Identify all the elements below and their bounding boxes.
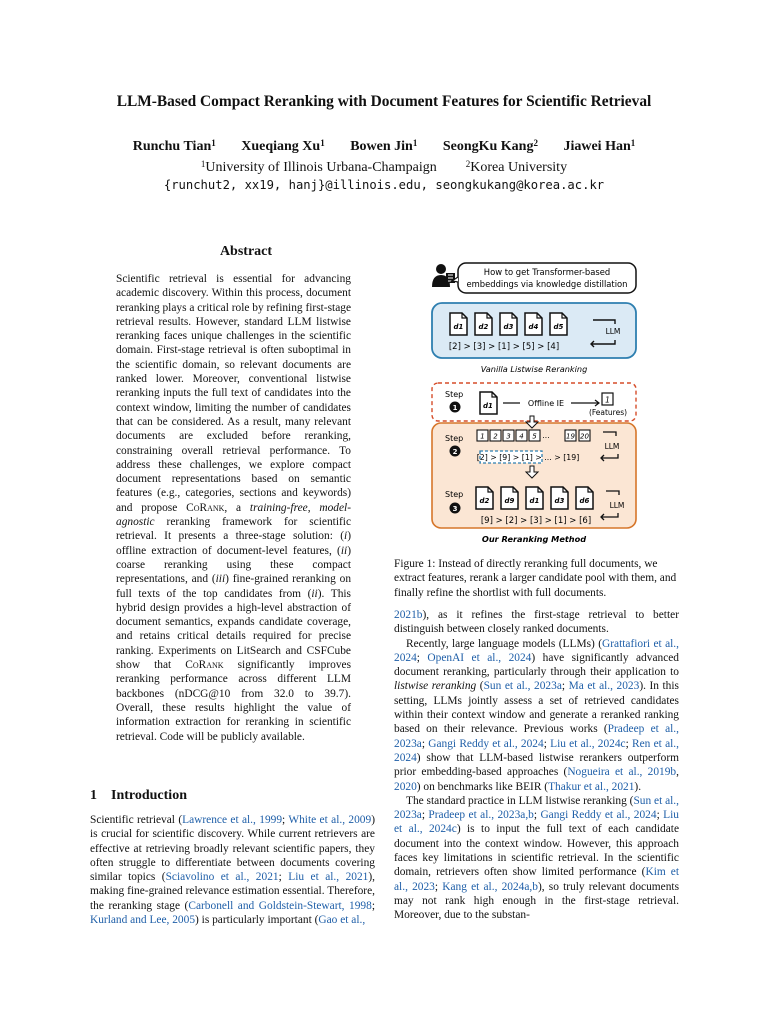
citation-link[interactable]: Ren et al., 2024 [394, 737, 679, 764]
citation-link[interactable]: Lawrence et al., 1999 [182, 814, 283, 826]
svg-text:Step: Step [445, 434, 464, 443]
feature-label: 19 [566, 432, 575, 441]
citation-link[interactable]: Kim et al., 2023 [394, 866, 680, 893]
document-label: d3 [554, 497, 565, 505]
feature-label: 1 [480, 432, 485, 441]
citation-link[interactable]: Liu et al., 2024c [550, 737, 626, 750]
citation-link[interactable]: Carbonell and Goldstein-Stewart, 1998 [188, 899, 372, 912]
citation-link[interactable]: 2020 [394, 780, 417, 793]
vanilla-reranking-panel [432, 303, 636, 358]
svg-text:3: 3 [452, 505, 458, 513]
document-label: d1 [453, 323, 464, 331]
svg-text:Step: Step [445, 490, 464, 499]
citation-link[interactable]: 2021b [394, 609, 423, 621]
document-label: d9 [504, 497, 515, 505]
abstract-heading: Abstract [219, 244, 273, 259]
citation-link[interactable]: White et al., 2009 [288, 814, 372, 826]
author: Xueqiang Xu$^1$ [241, 138, 325, 154]
svg-text:Step: Step [445, 390, 464, 399]
svg-text:...: ... [542, 431, 550, 440]
abstract-text: Scientific retrieval is essential for advancing academic discovery. Within this process, document reranking plays a critical role by refining first-stage retrieval results. However, standard LLM listwise reranking faces unique challenges in the scientific domain. First-stage retrieval is often suboptimal in the scientific domain, so relevant documents are ranked lower. Moreover, conventional listwise reranking inputs the full text of candidates into the context window, limiting the number of candidates that can be considered. As a result, many relevant documents are excluded before reranking, constraining overall retrieval performance. To address these challenges, we explore compact document representations based on semantic features (e.g., categories, sections and keywords) and propose CoRank, a training-free, model-agnostic reranking framework for scientific retrieval. It presents a three-stage solution: (i) offline extraction of document-level features, (ii) coarse reranking using these compact representations, and (iii) fine-grained reranking on full texts of the top candidates from (ii). This hybrid design provides a high-level abstraction of document semantics, expands candidate coverage, and retains critical details required for precise ranking. Experiments on LitSearch and CSFCube show that CoRank significantly improves reranking performance across different LLM backbones (nDCG@10 from 32.0 to 39.7). Overall, these results highlight the value of information extraction for reranking in scientific retrieval. Code will be publicly available. [116, 273, 352, 743]
vanilla-label: Vanilla Listwise Reranking [480, 364, 588, 374]
author: Jiawei Han$^1$ [563, 138, 636, 154]
citation-link[interactable]: Sun et al., 2023a [483, 680, 562, 693]
figure-1 [428, 255, 643, 555]
step3-ranking: [9] > [2] > [3] > [1] > [6] [480, 516, 592, 526]
our-method-label: Our Reranking Method [481, 534, 587, 544]
svg-text:1: 1 [605, 395, 610, 405]
citation-link[interactable]: Sciavolino et al., 2021 [165, 871, 279, 884]
document-label: d2 [478, 323, 489, 331]
document-label: d1 [529, 497, 540, 505]
svg-text:2: 2 [452, 448, 458, 456]
citation-link[interactable]: Gangi Reddy et al., 2024 [540, 809, 657, 822]
llm-label: LLM [605, 327, 621, 336]
document-label: d5 [553, 323, 564, 331]
step-1-panel [432, 383, 636, 421]
user-icon [432, 264, 455, 287]
svg-text:1: 1 [452, 404, 458, 412]
document-label: d2 [479, 497, 490, 505]
steps-2-3-panel [432, 416, 636, 528]
llm-label: LLM [604, 442, 620, 451]
author-list [0, 139, 768, 155]
offline-ie-label: Offline IE [527, 399, 565, 408]
author-emails: {runchut2, xx19, hanj}@illinois.edu, seongkukang@korea.ac.kr [163, 178, 605, 192]
author: Runchu Tian$^1$ [132, 138, 216, 154]
feature-label: 2 [493, 432, 498, 441]
affiliations: $^1$University of Illinois Urbana-Champaign $^2$Korea University [200, 159, 568, 175]
svg-text:d1: d1 [483, 402, 493, 410]
citation-link[interactable]: Kurland and Lee, 2005 [90, 914, 196, 927]
citation-link[interactable]: Pradeep et al., 2023a [394, 723, 679, 750]
feature-label: 20 [580, 432, 589, 441]
figure-caption: Figure 1: Instead of directly reranking full documents, we extract features, rerank a larger candidate pool with them, and finally refine the shortlist with full documents. [394, 558, 677, 599]
citation-link[interactable]: Gangi Reddy et al., 2024 [428, 737, 544, 750]
citation-link[interactable]: Liu et al., 2024c [394, 809, 679, 836]
vanilla-ranking: [2] > [3] > [1] > [5] > [4] [448, 342, 560, 352]
author: Bowen Jin$^1$ [350, 138, 418, 154]
document-label: d3 [503, 323, 514, 331]
document-label: d4 [528, 323, 539, 331]
citation-link[interactable]: Gao et al., [318, 914, 366, 927]
citation-link[interactable]: Nogueira et al., 2019b [567, 766, 677, 779]
citation-link[interactable]: OpenAI et al., 2024 [427, 651, 532, 664]
citation-link[interactable]: Sun et al., 2023a [394, 794, 679, 822]
query-line-2: embeddings via knowledge distillation [466, 279, 628, 289]
feature-label: 3 [506, 432, 511, 441]
section-heading-introduction: 1 Introduction [90, 788, 187, 803]
introduction-text: Scientific retrieval (Lawrence et al., 1999; White et al., 2009) is crucial for scientific discovery. While current retrievers are effective at retrieving broadly relevant scientific papers, they often struggle to differentiate between documents covering similar topics (Sciavolino et al., 2021; Liu et al., 2021), making fine-grained relevance estimation essential. Therefore, the reranking stage (Carbonell and Goldstein-Stewart, 1998; Kurland and Lee, 2005) is particularly important (Gao et al., [90, 814, 376, 927]
feature-label: 4 [519, 432, 524, 441]
citation-link[interactable]: Pradeep et al., 2023a,b [428, 809, 534, 822]
query-line-1: How to get Transformer-based [483, 267, 611, 277]
right-column-text: 2021b), as it refines the first-stage retrieval to better distinguish between closely ranked documents. Recently, large language models (LLMs) (Grattafiori et al., 2024; OpenAI et al., 2024) have significantly advanced document reranking, particularly through their application to listwise reranking (Sun et al., 2023a; Ma et al., 2023). In this setting, LLMs jointly assess a set of retrieved candidates within their context window and generate a reranked ranking based on their relevance. Previous works (Pradeep et al., 2023a; Gangi Reddy et al., 2024; Liu et al., 2024c; Ren et al., 2024) show that LLM-based listwise rerankers outperform prior embedding-based approaches (Nogueira et al., 2019b, 2020) on benchmarks like BEIR (Thakur et al., 2021). The standard practice in LLM listwise reranking (Sun et al., 2023a; Pradeep et al., 2023a,b; Gangi Reddy et al., 2024; Liu et al., 2024c) is to input the full text of each candidate document into the context window. However, this approach faces key limitations in scientific retrieval. In the scientific domain, retrievers often show limited performance (Kim et al., 2023; Kang et al., 2024a,b), so truly relevant documents may not rank high enough in the first-stage retrieval. Moreover, due to the substan- [394, 609, 680, 922]
citation-link[interactable]: Thakur et al., 2021 [548, 780, 635, 793]
citation-link[interactable]: Ma et al., 2023 [568, 680, 640, 693]
paper-title: LLM-Based Compact Reranking with Document Features for Scientific Retrieval [116, 93, 652, 110]
query-bubble [452, 263, 636, 293]
author: SeongKu Kang$^2$ [442, 138, 538, 154]
citation-link[interactable]: Kang et al., 2024a,b [442, 880, 538, 893]
document-label: d6 [579, 497, 590, 505]
citation-link[interactable]: Grattafiori et al., 2024 [394, 637, 679, 664]
step2-ranking: [2] > [9] > [1] > ... > [19] [476, 453, 580, 462]
features-label: (Features) [588, 408, 628, 417]
llm-label: LLM [609, 501, 625, 510]
citation-link[interactable]: Liu et al., 2021 [288, 871, 369, 884]
feature-label: 5 [532, 432, 537, 441]
